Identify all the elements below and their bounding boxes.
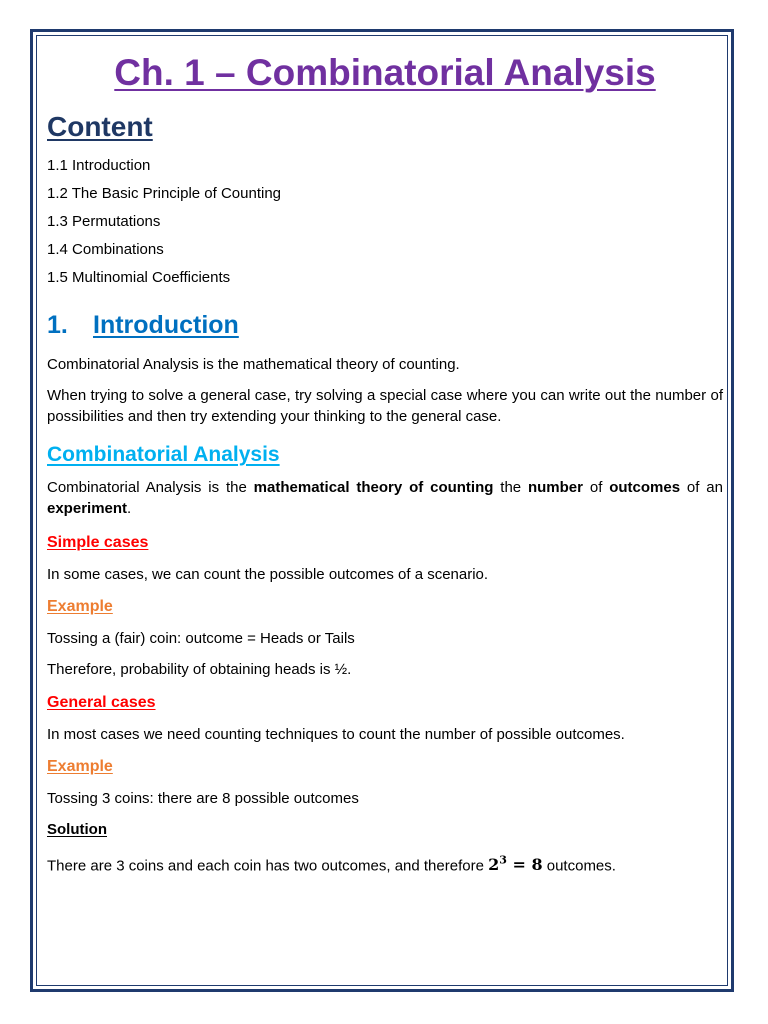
toc-item: 1.3 Permutations — [47, 213, 161, 230]
intro-paragraph-2: When trying to solve a general case, try solving a special case where you can write out the number of possibilities and then try extending your thinking to the general case. — [47, 387, 723, 425]
section-heading-introduction — [47, 308, 723, 342]
example-text: Tossing 3 coins: there are 8 possible outcomes — [47, 790, 359, 807]
heading-example: Example — [47, 758, 113, 775]
simple-cases-text: In some cases, we can count the possible outcomes of a scenario. — [47, 566, 489, 583]
toc-item: 1.5 Multinomial Coefficients — [47, 269, 231, 286]
definition-text: of — [583, 479, 610, 496]
definition-bold-term: experiment — [47, 500, 128, 517]
math-exponent: 3 — [499, 854, 507, 867]
heading-example: Example — [47, 598, 113, 615]
page-title-text: Ch. 1 – Combinatorial Analysis — [114, 52, 656, 93]
general-cases-text: In most cases we need counting techniques to count the number of possible outcomes. — [47, 726, 625, 743]
definition-text: . — [127, 500, 132, 517]
intro-paragraph-1: Combinatorial Analysis is the mathematical theory of counting. — [47, 356, 460, 373]
content-heading: Content — [47, 111, 153, 142]
math-expression — [488, 855, 542, 874]
definition-bold-term: mathematical theory of counting — [253, 479, 494, 496]
math-equals: = — [506, 855, 532, 875]
definition-bold-term: number — [527, 479, 583, 496]
section-title: Introduction — [93, 311, 239, 339]
heading-general-cases: General cases — [47, 694, 156, 711]
math-result: 8 — [531, 855, 543, 875]
solution-text — [47, 850, 723, 876]
example-text: Tossing a (fair) coin: outcome = Heads or Tails — [47, 630, 355, 647]
definition-paragraph — [47, 477, 723, 519]
toc-item: 1.1 Introduction — [47, 157, 151, 174]
page-title — [47, 50, 723, 96]
solution-text-part: There are 3 coins and each coin has two outcomes, and therefore — [47, 857, 489, 875]
definition-text: the — [493, 479, 528, 496]
definition-text: Combinatorial Analysis is the — [47, 479, 254, 496]
example-text: Therefore, probability of obtaining heads is ½. — [47, 661, 352, 678]
toc-item: 1.2 The Basic Principle of Counting — [47, 185, 282, 202]
heading-simple-cases: Simple cases — [47, 534, 149, 551]
definition-text: of an — [680, 479, 723, 496]
subheading-combinatorial-analysis: Combinatorial Analysis — [47, 443, 280, 466]
solution-text-part: outcomes. — [542, 857, 616, 875]
math-base: 2 — [488, 855, 500, 875]
heading-solution: Solution — [47, 821, 107, 838]
toc-item: 1.4 Combinations — [47, 241, 164, 258]
table-of-contents — [47, 152, 723, 292]
document-body — [47, 50, 723, 876]
definition-bold-term: outcomes — [609, 479, 681, 496]
section-number: 1. — [47, 311, 68, 339]
